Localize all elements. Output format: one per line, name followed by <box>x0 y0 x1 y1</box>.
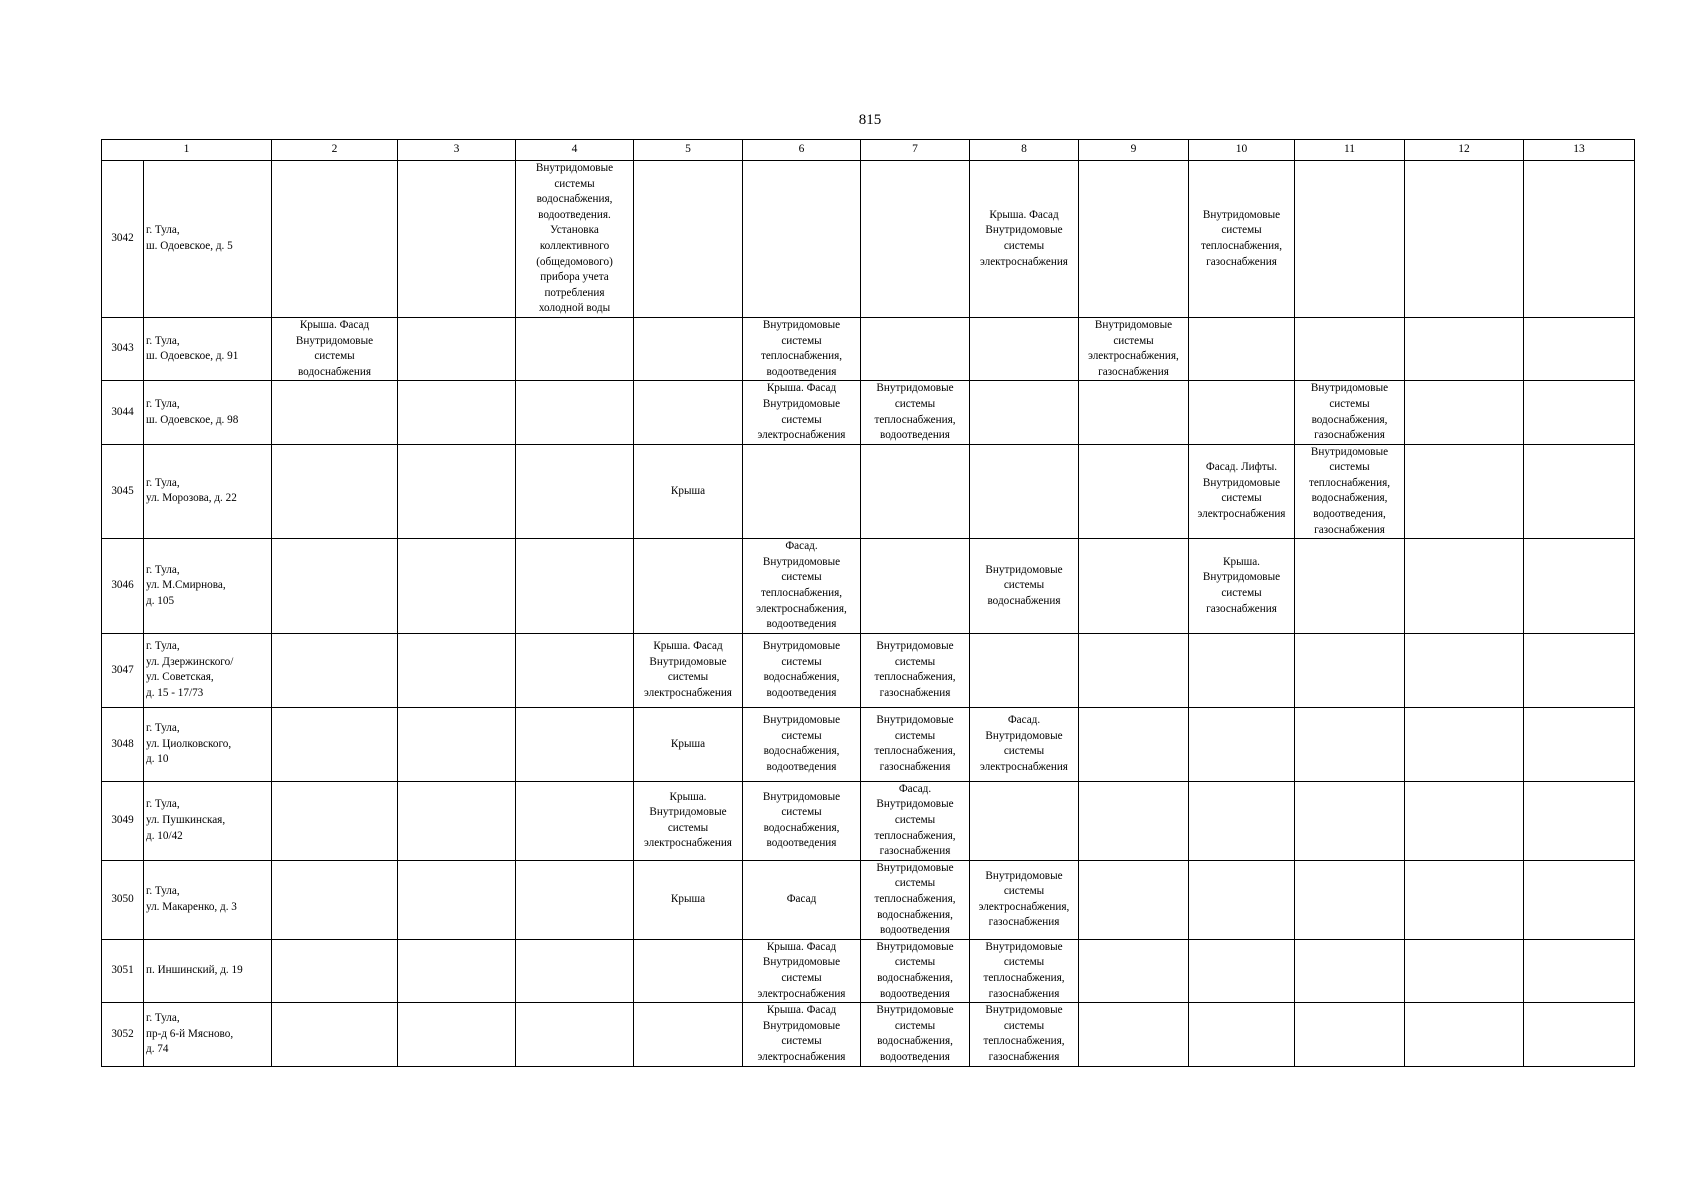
address-text: г. Тула, ул. Дзержинского/ ул. Советская, д. 15 - 17/73 <box>146 640 234 699</box>
table-row <box>102 317 1635 380</box>
address-text: г. Тула, ул. Пушкинская, д. 10/42 <box>146 798 226 842</box>
work-cell-col-5 <box>634 161 743 318</box>
work-cell-col-2 <box>272 939 398 1002</box>
work-cell-col-5 <box>634 939 743 1002</box>
work-cell-col-13 <box>1524 707 1635 781</box>
work-text: Фасад. Внутридомовые системы электроснабжения <box>980 714 1068 773</box>
row-number: 3047 <box>102 633 144 707</box>
work-cell-col-13 <box>1524 781 1635 860</box>
table-row <box>102 707 1635 781</box>
work-cell-col-12 <box>1405 381 1524 444</box>
work-cell-col-8 <box>970 781 1079 860</box>
row-number: 3050 <box>102 860 144 939</box>
table-row <box>102 1003 1635 1066</box>
work-text: Крыша <box>670 484 706 497</box>
address-cell <box>144 860 272 939</box>
work-text: Внутридомовые системы водоснабжения <box>985 563 1063 607</box>
work-cell-col-6 <box>743 939 861 1002</box>
work-cell-col-6 <box>743 444 861 539</box>
column-header-1: 1 <box>102 140 272 161</box>
work-cell-col-2 <box>272 1003 398 1066</box>
work-cell-col-7 <box>861 317 970 380</box>
work-cell-col-9 <box>1079 317 1189 380</box>
work-cell-col-4 <box>516 444 634 539</box>
work-cell-col-2 <box>272 707 398 781</box>
work-text: Внутридомовые системы теплоснабжения, водоотведения <box>760 318 843 378</box>
work-cell-col-5 <box>634 317 743 380</box>
work-cell-col-9 <box>1079 707 1189 781</box>
work-text: Внутридомовые системы водоснабжения, водоотведения <box>762 790 841 850</box>
work-cell-col-10 <box>1189 444 1295 539</box>
work-cell-col-6 <box>743 539 861 634</box>
work-text: Фасад. Внутридомовые системы теплоснабжения, газоснабжения <box>874 782 956 858</box>
work-text: Крыша <box>670 892 706 905</box>
work-cell-col-8 <box>970 707 1079 781</box>
work-cell-col-11 <box>1295 633 1405 707</box>
work-cell-col-2 <box>272 539 398 634</box>
column-header-12: 12 <box>1405 140 1524 161</box>
work-cell-col-9 <box>1079 381 1189 444</box>
work-text: Крыша. Фасад Внутридомовые системы водоснабжения <box>295 318 374 378</box>
work-cell-col-3 <box>398 633 516 707</box>
work-cell-col-9 <box>1079 539 1189 634</box>
address-text: г. Тула, ул. М.Смирнова, д. 105 <box>146 563 226 607</box>
column-header-10: 10 <box>1189 140 1295 161</box>
work-text: Внутридомовые системы электроснабжения, газоснабжения <box>1088 318 1179 378</box>
work-cell-col-6 <box>743 1003 861 1066</box>
work-text: Фасад <box>786 892 817 905</box>
work-cell-col-2 <box>272 781 398 860</box>
work-cell-col-13 <box>1524 381 1635 444</box>
work-cell-col-12 <box>1405 539 1524 634</box>
work-cell-col-11 <box>1295 1003 1405 1066</box>
work-cell-col-11 <box>1295 381 1405 444</box>
column-header-13: 13 <box>1524 140 1635 161</box>
work-cell-col-5 <box>634 633 743 707</box>
work-text: Крыша. Внутридомовые системы электроснабжения <box>644 790 732 850</box>
work-cell-col-12 <box>1405 939 1524 1002</box>
row-number: 3046 <box>102 539 144 634</box>
work-cell-col-12 <box>1405 317 1524 380</box>
work-cell-col-9 <box>1079 939 1189 1002</box>
work-cell-col-7 <box>861 939 970 1002</box>
column-header-4: 4 <box>516 140 634 161</box>
work-cell-col-4 <box>516 539 634 634</box>
work-cell-col-5 <box>634 381 743 444</box>
address-text: п. Иншинский, д. 19 <box>146 964 243 977</box>
work-cell-col-5 <box>634 707 743 781</box>
address-text: г. Тула, ул. Макаренко, д. 3 <box>146 885 237 913</box>
work-text: Внутридомовые системы теплоснабжения, газоснабжения <box>874 714 956 773</box>
work-cell-col-7 <box>861 781 970 860</box>
row-number: 3049 <box>102 781 144 860</box>
work-cell-col-4 <box>516 1003 634 1066</box>
work-cell-col-11 <box>1295 939 1405 1002</box>
work-text: Внутридомовые системы теплоснабжения, газоснабжения <box>983 1004 1065 1063</box>
work-cell-col-13 <box>1524 1003 1635 1066</box>
work-cell-col-8 <box>970 1003 1079 1066</box>
work-cell-col-2 <box>272 161 398 318</box>
work-cell-col-5 <box>634 1003 743 1066</box>
work-cell-col-10 <box>1189 707 1295 781</box>
work-cell-col-11 <box>1295 781 1405 860</box>
work-cell-col-4 <box>516 633 634 707</box>
table-row <box>102 444 1635 539</box>
work-cell-col-5 <box>634 781 743 860</box>
work-cell-col-8 <box>970 539 1079 634</box>
address-cell <box>144 1003 272 1066</box>
work-text: Внутридомовые системы теплоснабжения, газоснабжения <box>983 940 1065 1000</box>
row-number: 3043 <box>102 317 144 380</box>
address-cell <box>144 317 272 380</box>
work-text: Крыша. Фасад Внутридомовые системы электроснабжения <box>757 382 846 442</box>
table-row <box>102 539 1635 634</box>
work-cell-col-10 <box>1189 781 1295 860</box>
table-row <box>102 939 1635 1002</box>
work-cell-col-13 <box>1524 444 1635 539</box>
table-row <box>102 633 1635 707</box>
page-number: 815 <box>858 112 882 128</box>
work-cell-col-5 <box>634 539 743 634</box>
work-cell-col-13 <box>1524 860 1635 939</box>
address-text: г. Тула, ш. Одоевское, д. 5 <box>146 224 233 252</box>
work-cell-col-13 <box>1524 539 1635 634</box>
work-cell-col-8 <box>970 317 1079 380</box>
work-cell-col-6 <box>743 781 861 860</box>
work-cell-col-11 <box>1295 539 1405 634</box>
work-cell-col-13 <box>1524 161 1635 318</box>
work-text: Крыша. Фасад Внутридомовые системы электроснабжения <box>980 208 1068 268</box>
work-cell-col-11 <box>1295 860 1405 939</box>
work-text: Внутридомовые системы теплоснабжения, водоснабжения, водоотведения <box>874 861 956 937</box>
work-cell-col-12 <box>1405 633 1524 707</box>
work-cell-col-12 <box>1405 1003 1524 1066</box>
work-cell-col-2 <box>272 381 398 444</box>
work-cell-col-5 <box>634 860 743 939</box>
work-cell-col-2 <box>272 860 398 939</box>
work-cell-col-7 <box>861 1003 970 1066</box>
work-text: Крыша <box>670 737 706 750</box>
work-cell-col-4 <box>516 939 634 1002</box>
row-number: 3051 <box>102 939 144 1002</box>
column-header-6: 6 <box>743 140 861 161</box>
work-cell-col-8 <box>970 444 1079 539</box>
work-cell-col-2 <box>272 633 398 707</box>
work-cell-col-9 <box>1079 444 1189 539</box>
work-cell-col-7 <box>861 707 970 781</box>
work-cell-col-3 <box>398 707 516 781</box>
row-number: 3042 <box>102 161 144 318</box>
work-cell-col-2 <box>272 317 398 380</box>
work-cell-col-3 <box>398 1003 516 1066</box>
work-text: Внутридомовые системы теплоснабжения, водоснабжения, водоотведения, газоснабжения <box>1308 445 1391 536</box>
work-cell-col-12 <box>1405 707 1524 781</box>
work-cell-col-4 <box>516 381 634 444</box>
work-text: Внутридомовые системы электроснабжения, газоснабжения <box>978 869 1070 929</box>
work-cell-col-6 <box>743 381 861 444</box>
work-cell-col-6 <box>743 633 861 707</box>
work-cell-col-10 <box>1189 633 1295 707</box>
work-cell-col-8 <box>970 860 1079 939</box>
work-text: Внутридомовые системы теплоснабжения, водоотведения <box>874 382 956 442</box>
work-cell-col-9 <box>1079 633 1189 707</box>
work-cell-col-4 <box>516 161 634 318</box>
address-cell <box>144 444 272 539</box>
work-cell-col-3 <box>398 381 516 444</box>
work-cell-col-12 <box>1405 444 1524 539</box>
work-cell-col-6 <box>743 860 861 939</box>
work-cell-col-9 <box>1079 1003 1189 1066</box>
work-cell-col-9 <box>1079 781 1189 860</box>
address-text: г. Тула, пр-д 6-й Мясново, д. 74 <box>146 1011 234 1056</box>
table-body <box>102 161 1635 1067</box>
work-cell-col-13 <box>1524 317 1635 380</box>
work-text: Внутридомовые системы водоснабжения, водоотведения <box>876 940 954 1000</box>
address-cell <box>144 161 272 318</box>
column-header-3: 3 <box>398 140 516 161</box>
work-cell-col-2 <box>272 444 398 539</box>
work-cell-col-10 <box>1189 381 1295 444</box>
table-row <box>102 860 1635 939</box>
work-cell-col-3 <box>398 161 516 318</box>
work-cell-col-7 <box>861 444 970 539</box>
work-cell-col-3 <box>398 539 516 634</box>
column-header-7: 7 <box>861 140 970 161</box>
address-text: г. Тула, ул. Циолковского, д. 10 <box>146 721 232 766</box>
row-number: 3048 <box>102 707 144 781</box>
table-row <box>102 381 1635 444</box>
work-cell-col-10 <box>1189 860 1295 939</box>
row-number: 3045 <box>102 444 144 539</box>
work-text: Внутридомовые системы водоснабжения, водоотведения <box>762 714 841 773</box>
work-cell-col-8 <box>970 939 1079 1002</box>
work-cell-col-3 <box>398 317 516 380</box>
work-cell-col-10 <box>1189 539 1295 634</box>
work-text: Крыша. Внутридомовые системы газоснабжения <box>1202 555 1281 615</box>
table-row <box>102 781 1635 860</box>
work-cell-col-8 <box>970 161 1079 318</box>
work-cell-col-12 <box>1405 860 1524 939</box>
work-cell-col-7 <box>861 539 970 634</box>
row-number: 3052 <box>102 1003 144 1066</box>
work-cell-col-8 <box>970 381 1079 444</box>
work-cell-col-11 <box>1295 161 1405 318</box>
work-text: Внутридомовые системы водоснабжения, водоотведения <box>762 640 841 699</box>
work-cell-col-3 <box>398 781 516 860</box>
work-cell-col-7 <box>861 161 970 318</box>
work-cell-col-4 <box>516 860 634 939</box>
work-text: Внутридомовые системы теплоснабжения, газоснабжения <box>1200 208 1283 268</box>
work-text: Крыша. Фасад Внутридомовые системы электроснабжения <box>757 940 846 1000</box>
work-cell-col-6 <box>743 161 861 318</box>
work-cell-col-6 <box>743 317 861 380</box>
column-header-2: 2 <box>272 140 398 161</box>
work-cell-col-11 <box>1295 317 1405 380</box>
work-cell-col-10 <box>1189 161 1295 318</box>
work-text: Крыша. Фасад Внутридомовые системы электроснабжения <box>757 1004 846 1063</box>
address-cell <box>144 633 272 707</box>
table-row <box>102 161 1635 318</box>
column-header-5: 5 <box>634 140 743 161</box>
work-cell-col-10 <box>1189 1003 1295 1066</box>
column-header-8: 8 <box>970 140 1079 161</box>
work-cell-col-13 <box>1524 939 1635 1002</box>
work-text: Фасад. Лифты. Внутридомовые системы электроснабжения <box>1197 461 1286 521</box>
work-cell-col-9 <box>1079 860 1189 939</box>
work-cell-col-3 <box>398 860 516 939</box>
work-cell-col-4 <box>516 781 634 860</box>
work-cell-col-6 <box>743 707 861 781</box>
work-cell-col-3 <box>398 444 516 539</box>
work-text: Внутридомовые системы теплоснабжения, газоснабжения <box>874 640 956 699</box>
address-cell <box>144 381 272 444</box>
work-cell-col-11 <box>1295 707 1405 781</box>
address-cell <box>144 939 272 1002</box>
work-cell-col-12 <box>1405 161 1524 318</box>
work-cell-col-5 <box>634 444 743 539</box>
header-row <box>102 140 1635 161</box>
work-cell-col-7 <box>861 381 970 444</box>
work-text: Внутридомовые системы водоснабжения, водоотведения <box>876 1004 954 1063</box>
work-cell-col-10 <box>1189 939 1295 1002</box>
work-cell-col-8 <box>970 633 1079 707</box>
work-cell-col-9 <box>1079 161 1189 318</box>
repair-schedule-table <box>101 139 1635 1067</box>
work-text: Крыша. Фасад Внутридомовые системы электроснабжения <box>644 640 732 699</box>
work-cell-col-7 <box>861 633 970 707</box>
work-text: Фасад. Внутридомовые системы теплоснабжения, электроснабжения, водоотведения <box>756 540 847 631</box>
work-cell-col-10 <box>1189 317 1295 380</box>
work-cell-col-4 <box>516 707 634 781</box>
work-cell-col-3 <box>398 939 516 1002</box>
address-text: г. Тула, ш. Одоевское, д. 91 <box>146 334 239 363</box>
work-cell-col-7 <box>861 860 970 939</box>
address-text: г. Тула, ул. Морозова, д. 22 <box>146 476 237 505</box>
work-cell-col-13 <box>1524 633 1635 707</box>
work-cell-col-11 <box>1295 444 1405 539</box>
work-cell-col-12 <box>1405 781 1524 860</box>
address-cell <box>144 707 272 781</box>
address-cell <box>144 781 272 860</box>
address-text: г. Тула, ш. Одоевское, д. 98 <box>146 397 239 426</box>
row-number: 3044 <box>102 381 144 444</box>
work-text: Внутридомовые системы водоснабжения, газоснабжения <box>1310 382 1389 442</box>
column-header-9: 9 <box>1079 140 1189 161</box>
column-header-11: 11 <box>1295 140 1405 161</box>
work-text: Внутридомовые системы водоснабжения, водоотведения. Установка коллективного (общедомового) прибора учета потребления холодной воды <box>535 162 614 315</box>
work-cell-col-4 <box>516 317 634 380</box>
address-cell <box>144 539 272 634</box>
